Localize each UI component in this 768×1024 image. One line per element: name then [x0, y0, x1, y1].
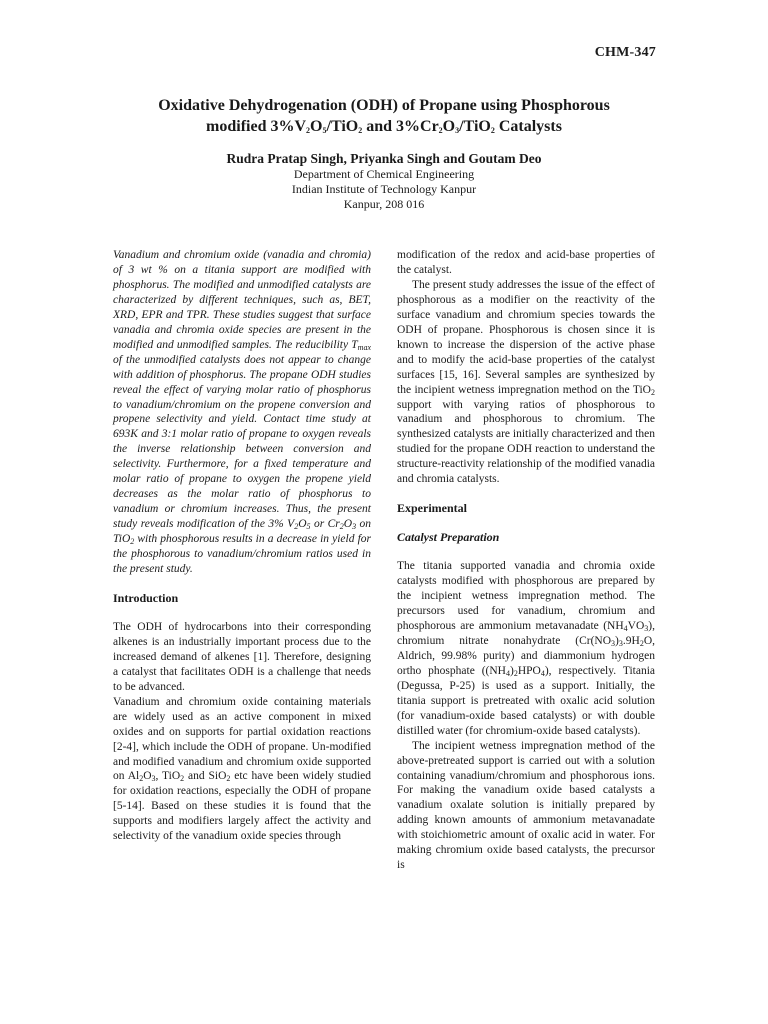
paper-code: CHM-347	[594, 45, 656, 60]
preparation-paragraph-1: The titania supported vanadia and chromia oxide catalysts modified with phosphorous are prepared by the incipient wetness impregnation method. The precursors used for vanadium, chromium and phosphorous are ammonium metavanadate $(NH_4VO_3)$, chromium nitrate nonahydrate ($Cr(NO_3)_3.9H_2O$, Aldrich, 99.98% purity) and diammonium hydrogen ortho phosphate $((NH_4)_2HPO_4)$, respectively. Titania (Degussa, P-25) is used as a support. Initially, the titania support is pretreated with oxalic acid solution (for vanadium-oxide based catalysts) or with double distilled water (for chromium-oxide based catalysts).	[397, 560, 655, 737]
title-line-1: Oxidative Dehydrogenation (ODH) of Propane using Phosphorous	[158, 97, 610, 114]
introduction-paragraph-1: The ODH of hydrocarbons into their corresponding alkenes is an industrially important process due to the increased demand of alkenes [1]. Therefore, designing a catalyst that facilitates ODH is a challenge that needs to be advanced.	[113, 620, 371, 693]
experimental-heading: Experimental	[397, 501, 467, 516]
abstract-paragraph: Vanadium and chromium oxide (vanadia and chromia) of 3 wt % on a titania support are modified with phosphorus. The modified and unmodified catalysts are characterized by different techniques, such as, BET, XRD, EPR and TPR. These studies suggest that surface vanadia and chromia oxide species are present in the modified and unmodified samples. The reducibility $T_{max}$ of the unmodified catalysts does not appear to change with addition of phosphorus. The propane ODH studies reveal the effect of varying molar ratio of phosphorus to vanadium/chromium on the propene conversion and propene selectivity and yield. Contact time study at 693K and 3:1 molar ratio of propane to oxygen reveals the inverse relationship between conversion and selectivity. Furthermore, for a fixed temperature and molar ratio of propane to oxygen the propene yield decreases as the molar ratio of phosphorus to vanadium or chromium increases. Thus, the present study reveals modification of the 3% $V_2O_5$ or $Cr_2O_3$ on TiO$_2$ with phosphorous results in a decrease in yield for the phosphorous to vanadium/chromium ratios used in the present study.	[113, 249, 372, 576]
introduction-heading: Introduction	[113, 590, 179, 605]
catalyst-preparation-heading: Catalyst Preparation	[397, 530, 500, 545]
continued-paragraph: modification of the redox and acid-base properties of the catalyst.	[397, 249, 655, 276]
introduction-paragraph-2: Vanadium and chromium oxide containing materials are widely used as an active component in mixed oxides and on supports for partial oxidation reactions [2-4], which include the ODH of propane. Un-modified and modified vanadium and chromium oxide supported on $Al_2O_3$, TiO$_2$ and SiO$_2$ etc have been widely studied for oxidation reactions, especially the ODH of propane [5-14]. Based on these studies it is found that the supports and modifiers largely affect the activity and selectivity of the vanadium oxide species through	[113, 695, 371, 843]
city: Kanpur, 208 016	[343, 197, 425, 211]
preparation-paragraph-2: The incipient wetness impregnation method of the above-pretreated support is carried out with a solution containing vanadium/chromium and phosphorous ions. For making the vanadium oxide based catalysts a vanadium oxalate solution is initially prepared by adding known amounts of ammonium metavanadate with stoichiometric amount of oxalic acid in water. For making chromium oxide based catalysts, the precursor is	[397, 739, 655, 872]
left-column	[113, 248, 371, 844]
department: Department of Chemical Engineering	[293, 167, 475, 181]
title-line-2: modified $3\%V_2O_5/TiO_2$ and $3\%Cr_2O_3/TiO_2$ Catalysts	[206, 118, 562, 135]
affiliation	[0, 167, 768, 212]
right-column	[397, 248, 655, 873]
institute: Indian Institute of Technology Kanpur	[291, 182, 477, 196]
paper-title	[0, 95, 768, 137]
author-list: Rudra Pratap Singh, Priyanka Singh and Goutam Deo	[226, 151, 542, 166]
study-paragraph: The present study addresses the issue of the effect of phosphorous as a modifier on the reactivity of the surface vanadium and chromium species towards the ODH of propane. Phosphorous is chosen since it is known to increase the dispersion of the active phase and to modify the acid-base properties of the catalyst surfaces [15, 16]. Several samples are synthesized by the incipient wetness impregnation method on the TiO$_2$ support with varying ratios of phosphorous to vanadium and phosphorous to chromium. The synthesized catalysts are initially characterized and then studied for the propane ODH reaction to understand the structure-reactivity relationship of the modified vanadia and chromia catalysts.	[397, 278, 655, 486]
